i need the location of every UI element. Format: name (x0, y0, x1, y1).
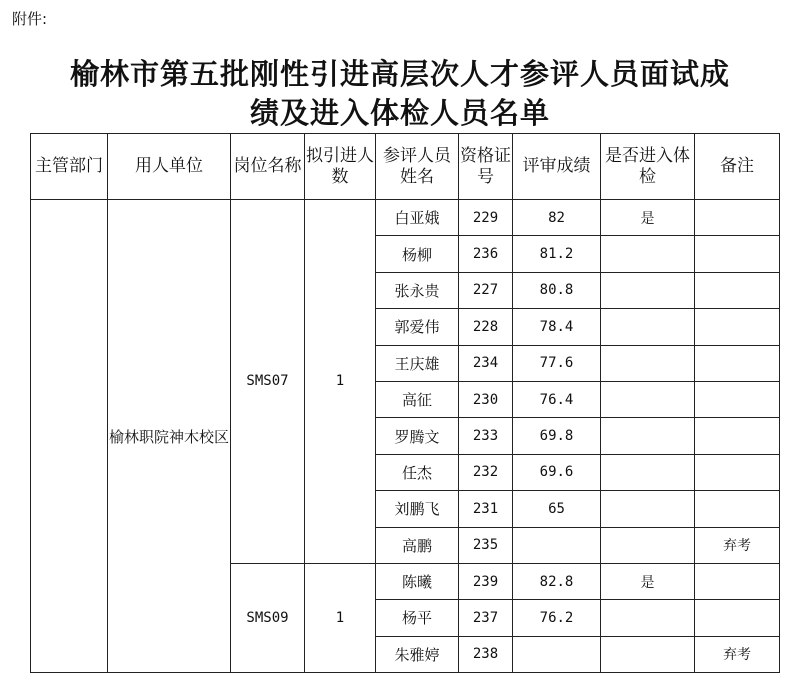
note-cell (695, 200, 780, 236)
score-value (513, 636, 601, 672)
header-position: 岗位名称 (231, 134, 305, 200)
candidate-name: 杨平 (376, 600, 459, 636)
score-value: 65 (513, 491, 601, 527)
exam-status (601, 236, 695, 272)
score-value: 82.8 (513, 563, 601, 599)
unit-cell: 榆林职院神木校区 (108, 200, 231, 673)
note-cell (695, 454, 780, 490)
note-cell (695, 236, 780, 272)
cert-number: 229 (459, 200, 513, 236)
cert-number: 232 (459, 454, 513, 490)
exam-status: 是 (601, 563, 695, 599)
cert-number: 237 (459, 600, 513, 636)
note-cell (695, 345, 780, 381)
note-cell (695, 309, 780, 345)
cert-number: 227 (459, 272, 513, 308)
dept-cell (31, 200, 108, 673)
header-quota: 拟引进人数 (305, 134, 376, 200)
candidate-name: 朱雅婷 (376, 636, 459, 672)
cert-number: 233 (459, 418, 513, 454)
cert-number: 236 (459, 236, 513, 272)
note-cell (695, 381, 780, 417)
candidate-name: 杨柳 (376, 236, 459, 272)
exam-status (601, 309, 695, 345)
header-score: 评审成绩 (513, 134, 601, 200)
note-cell: 弃考 (695, 527, 780, 563)
note-cell (695, 600, 780, 636)
header-exam: 是否进入体检 (601, 134, 695, 200)
cert-number: 230 (459, 381, 513, 417)
cert-number: 238 (459, 636, 513, 672)
candidate-name: 任杰 (376, 454, 459, 490)
note-cell (695, 491, 780, 527)
candidate-name: 高鹏 (376, 527, 459, 563)
score-value: 82 (513, 200, 601, 236)
quota-cell: 1 (305, 200, 376, 564)
note-cell (695, 272, 780, 308)
document-title-line1: 榆林市第五批刚性引进高层次人才参评人员面试成 (69, 57, 730, 91)
cert-number: 235 (459, 527, 513, 563)
table-row (31, 200, 780, 236)
attachment-label: 附件: (12, 10, 48, 28)
header-row (31, 134, 780, 200)
note-cell (695, 418, 780, 454)
header-name: 参评人员姓名 (376, 134, 459, 200)
score-value (513, 527, 601, 563)
exam-status (601, 345, 695, 381)
exam-status (601, 636, 695, 672)
exam-status (601, 272, 695, 308)
exam-status (601, 527, 695, 563)
candidate-name: 高征 (376, 381, 459, 417)
candidate-name: 王庆雄 (376, 345, 459, 381)
candidate-name: 陈曦 (376, 563, 459, 599)
score-value: 69.8 (513, 418, 601, 454)
candidate-name: 罗腾文 (376, 418, 459, 454)
score-value: 76.2 (513, 600, 601, 636)
exam-status (601, 600, 695, 636)
header-dept: 主管部门 (31, 134, 108, 200)
header-unit: 用人单位 (108, 134, 231, 200)
cert-number: 231 (459, 491, 513, 527)
cert-number: 239 (459, 563, 513, 599)
candidate-name: 刘鹏飞 (376, 491, 459, 527)
exam-status (601, 418, 695, 454)
document-title-line2: 绩及进入体检人员名单 (249, 96, 550, 130)
position-cell: SMS09 (231, 563, 305, 672)
exam-status (601, 454, 695, 490)
candidate-name: 张永贵 (376, 272, 459, 308)
candidate-name: 郭爱伟 (376, 309, 459, 345)
results-table (30, 133, 780, 673)
exam-status (601, 491, 695, 527)
position-cell: SMS07 (231, 200, 305, 564)
score-value: 81.2 (513, 236, 601, 272)
quota-cell: 1 (305, 563, 376, 672)
note-cell (695, 563, 780, 599)
header-cert: 资格证号 (459, 134, 513, 200)
score-value: 77.6 (513, 345, 601, 381)
cert-number: 228 (459, 309, 513, 345)
score-value: 78.4 (513, 309, 601, 345)
cert-number: 234 (459, 345, 513, 381)
score-value: 80.8 (513, 272, 601, 308)
candidate-name: 白亚娥 (376, 200, 459, 236)
score-value: 76.4 (513, 381, 601, 417)
score-value: 69.6 (513, 454, 601, 490)
exam-status: 是 (601, 200, 695, 236)
exam-status (601, 381, 695, 417)
note-cell: 弃考 (695, 636, 780, 672)
header-note: 备注 (695, 134, 780, 200)
